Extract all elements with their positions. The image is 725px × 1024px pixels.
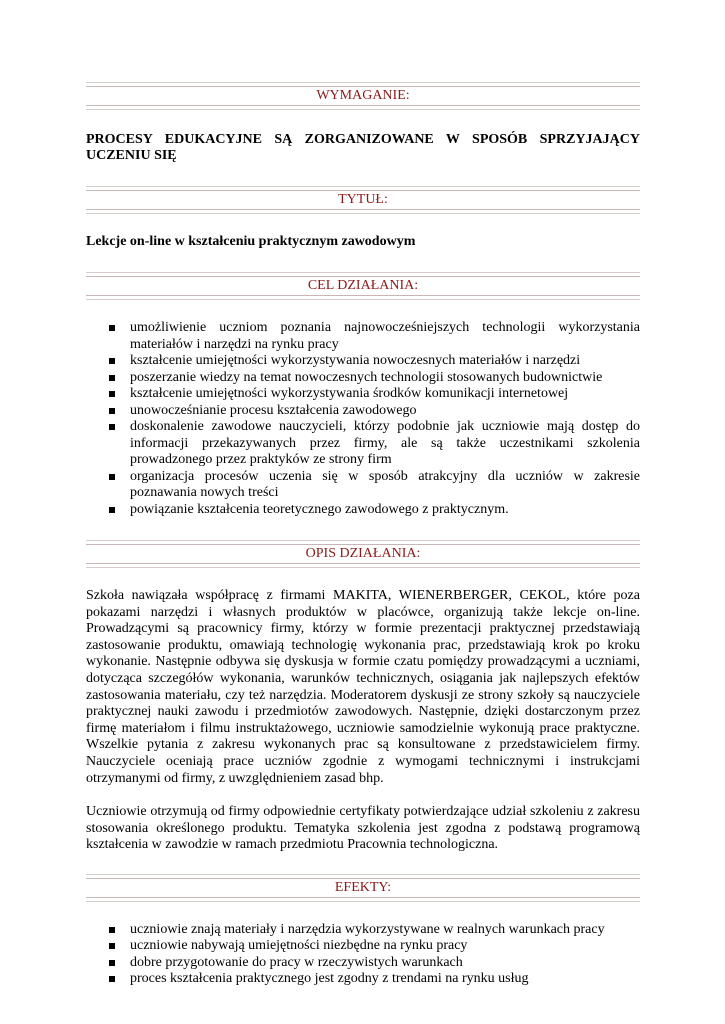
description-block: [86, 588, 640, 854]
heading-opis: OPIS DZIAŁANIA:: [86, 544, 640, 564]
title-text: Lekcje on-line w kształceniu praktycznym zawodowym: [86, 234, 416, 249]
list-item: powiązanie kształcenia teoretycznego zawodowego z praktycznym.: [86, 502, 640, 519]
bullet-icon: [109, 391, 115, 397]
bullet-icon: [109, 960, 115, 966]
list-item: uczniowie nabywają umiejętności niezbędne na rynku pracy: [86, 938, 640, 955]
list-item: umożliwienie uczniom poznania najnowocześniejszych technologii wykorzystania materiałów i narzędzi na rynku pracy: [86, 320, 640, 353]
list-item: kształcenie umiejętności wykorzystywania nowoczesnych materiałów i narzędzi: [86, 353, 640, 370]
list-item: poszerzanie wiedzy na temat nowoczesnych technologii stosowanych budownictwie: [86, 370, 640, 387]
list-item: dobre przygotowanie do pracy w rzeczywistych warunkach: [86, 955, 640, 972]
bullet-icon: [109, 358, 115, 364]
description-paragraph: Szkoła nawiązała współpracę z firmami MAKITA, WIENERBERGER, CEKOL, które poza pokazami narzędzi i własnych produktów w placówce, organizują także lekcje on-line. Prowadzącymi są pracownicy firmy, którzy w formie prezentacji praktycznej przedstawiają zastosowanie produktu, omawiają technologię wykonania prac, przedstawiają krok po kroku wykonanie. Następnie odbywa się dyskusja w formie czatu pomiędzy prowadzącymi a uczniami, dotycząca szczegółów wykonania, warunków technicznych, osiągania jak najlepszych efektów zastosowania materiału, czy też narzędzia. Moderatorem dyskusji ze strony szkoły są nauczyciele praktycznej nauki zawodu i przedmiotów zawodowych. Następnie, dzięki dostarczonym przez firmę materiałom i filmu instruktażowego, uczniowie samodzielnie wykonują prace praktyczne. Wszelkie pytania z zakresu wykonanych prac są konsultowane z przedstawicielem firmy. Nauczyciele oceniają prace uczniów zgodnie z wymogami technicznymi i instrukcjami otrzymanymi od firmy, z uwzględnieniem zasad bhp.: [86, 588, 640, 786]
list-item: proces kształcenia praktycznego jest zgodny z trendami na rynku usług: [86, 971, 640, 988]
bullet-icon: [109, 976, 115, 982]
list-item: organizacja procesów uczenia się w sposób atrakcyjny dla uczniów w zakresie poznawania nowych treści: [86, 469, 640, 502]
bullet-icon: [109, 375, 115, 381]
document-content: [86, 86, 640, 1014]
requirement-text: PROCESY EDUKACYJNE SĄ ZORGANIZOWANE W SPOSÓB SPRZYJAJĄCY UCZENIU SIĘ: [86, 132, 640, 163]
list-item: unowocześnianie procesu kształcenia zawodowego: [86, 403, 640, 420]
bullet-icon: [109, 408, 115, 414]
heading-efekty: EFEKTY:: [86, 878, 640, 898]
bullet-icon: [109, 943, 115, 949]
bullet-icon: [109, 325, 115, 331]
bullet-icon: [109, 474, 115, 480]
bullet-icon: [109, 507, 115, 513]
heading-wymaganie: WYMAGANIE:: [86, 86, 640, 106]
bullet-icon: [109, 927, 115, 933]
description-paragraph: Uczniowie otrzymują od firmy odpowiednie certyfikaty potwierdzające udział szkoleniu z zakresu stosowania określonego produktu. Tematyka szkolenia jest zgodna z podstawą programową kształcenia w zawodzie w ramach przedmiotu Pracownia technologiczna.: [86, 804, 640, 853]
list-item: uczniowie znają materiały i narzędzia wykorzystywane w realnych warunkach pracy: [86, 922, 640, 939]
effects-list: [86, 922, 640, 988]
list-item: kształcenie umiejętności wykorzystywania środków komunikacji internetowej: [86, 386, 640, 403]
list-item: doskonalenie zawodowe nauczycieli, którzy podobnie jak uczniowie mają dostęp do informacji przekazywanych przez firmy, ale są także uczestnikami szkolenia prowadzonego przez praktyków ze strony firm: [86, 419, 640, 469]
heading-tytul: TYTUŁ:: [86, 190, 640, 210]
heading-cel: CEL DZIAŁANIA:: [86, 276, 640, 296]
bullet-icon: [109, 424, 115, 430]
goals-list: [86, 320, 640, 518]
